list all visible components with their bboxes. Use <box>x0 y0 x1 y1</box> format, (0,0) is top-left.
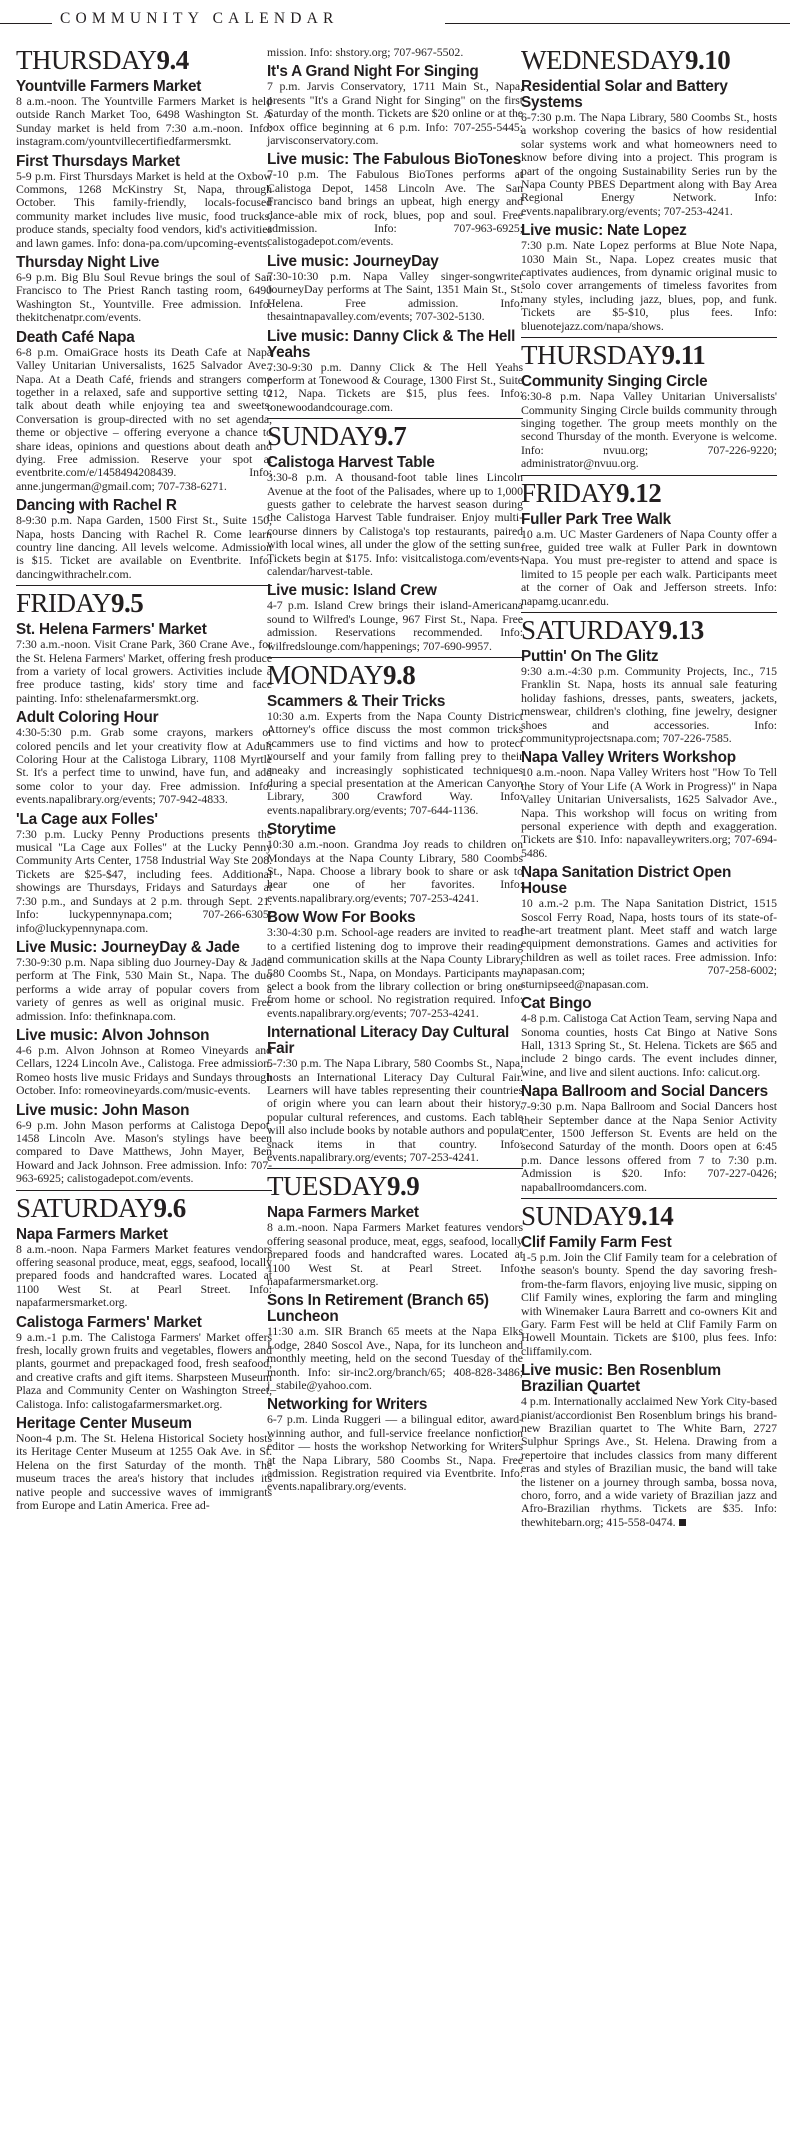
day-date: 9.11 <box>661 340 706 371</box>
event-title: Calistoga Farmers' Market <box>16 1313 202 1331</box>
page-header <box>0 0 790 36</box>
event-description: 9:30 a.m.-4:30 p.m. Community Projects, Inc., 715 Franklin St. Napa, hosts its annual sale featuring holiday fashions, dresses, pants, sweaters, jackets, menswear, children's clothing, fine jewelry, designer shoes and accessories. Info: communityprojectsnapa.com; 707-226-7585. <box>521 663 777 745</box>
event-title: Scammers & Their Tricks <box>267 693 446 710</box>
day-name: SUNDAY <box>521 1200 629 1231</box>
event-description: 4-6 p.m. Alvon Johnson at Romeo Vineyards and Cellars, 1224 Lincoln Ave., Calistoga. Free admission. Romeo hosts live music Fridays and Sundays through October. Info: romeovineyards.com/music-events. <box>16 1042 272 1098</box>
event-item <box>267 152 523 248</box>
day-heading <box>16 589 272 617</box>
event-title: Heritage Center Museum <box>16 1415 192 1433</box>
day-section <box>267 657 523 1164</box>
event-title: Bow Wow For Books <box>267 909 416 927</box>
event-item <box>267 1205 523 1288</box>
event-title: Napa Sanitation District Open House <box>521 864 732 898</box>
event-item <box>267 329 523 415</box>
event-title: Cat Bingo <box>521 995 592 1013</box>
event-title: Live music: Nate Lopez <box>521 222 687 240</box>
page-title: COMMUNITY CALENDAR <box>60 10 339 27</box>
event-item <box>16 1103 272 1186</box>
event-item <box>267 1397 523 1493</box>
event-item <box>521 1084 777 1194</box>
calendar-column-2 <box>267 46 523 1498</box>
event-item <box>267 822 523 905</box>
event-description: 7-9:30 p.m. Napa Ballroom and Social Dancers host their September dance at the Napa Senior Activity Center, 1500 Jefferson St. Events are held on the second Saturday of the month. Doors open at 6:45 p.m. Dance lessons offered from 7 to 7:30 p.m. Admission is $20. Info: 707-227-0426; napaballroomdancers.com. <box>521 1099 777 1194</box>
event-title: Death Café Napa <box>16 328 135 346</box>
event-title: Live music: Alvon Johnson <box>16 1026 210 1044</box>
event-description: 4:30-5:30 p.m. Grab some crayons, markers or colored pencils and let your creativity flow at Adult Coloring Hour at the Calistoga Library, 1108 Myrtle St. It's a perfect time to unwind, have fun, and add some color to your day. Free admission. Info: events.napalibrary.org/events; 707-942-4833. <box>16 725 272 807</box>
header-rule-right <box>445 23 790 24</box>
event-description: 8-9:30 p.m. Napa Garden, 1500 First St., Suite 150, Napa, hosts Dancing with Rachel R. Come learn country line dancing. All levels welcome. Admission is $15. Ticket are available on Eventbrite. Info: dancingwithrachelr.com. <box>16 513 272 581</box>
day-heading <box>521 616 777 644</box>
event-item <box>267 64 523 147</box>
event-description: 10 a.m.-noon. Napa Valley Writers host "How To Tell the Story of Your Life (A Work in Progress)" in Napa Valley Unitarian Universalists, 1625 Salvador Ave., Napa. This workshop will focus on writing from personal experience with depth and exaggeration. Tickets are $10. Info: napavalleywriters.org; 707-694-5486. <box>521 765 777 860</box>
event-description: 6-7 p.m. Linda Ruggeri — a bilingual editor, award-winning author, and full-service freelance nonfiction editor — hosts the workshop Networking for Writers at the Napa Library, 580 Coombs St., Napa. Free admission. Registration required via Eventbrite. Info: events.napalibrary.org/events. <box>267 1412 523 1494</box>
event-description: 8 a.m.-noon. Napa Farmers Market features vendors offering seasonal produce, meat, eggs, seafood, locally prepared foods and handcrafted wares. Located at 1100 West St. at Pearl Street. Info: napafarmersmarket.org. <box>267 1220 523 1288</box>
event-description: 3:30-8 p.m. A thousand-foot table lines Lincoln Avenue at the foot of the Palisades, where up to 1,000 guests gather to celebrate the harvest season during the Calistoga Harvest Table fundraiser. Enjoy multi-course dinners by Calistoga's top restaurants, paired with local wines, all under the glow of the setting sun. Tickets begin at $175. Info: visitcalistoga.com/events-calendar/harvest-table. <box>267 470 523 578</box>
event-title: Napa Farmers Market <box>16 1225 168 1243</box>
event-item <box>521 865 777 991</box>
event-description: 8 a.m.-noon. Napa Farmers Market features vendors offering seasonal produce, meat, eggs, seafood, locally prepared foods and handcrafted wares. Located at 1100 West St. at Pearl Street. Info: napafarmersmarket.org. <box>16 1241 272 1310</box>
day-section <box>521 46 777 333</box>
event-item <box>521 1363 777 1529</box>
day-date: 9.6 <box>153 1192 186 1223</box>
event-item <box>267 254 523 324</box>
day-date: 9.4 <box>156 45 189 75</box>
day-date: 9.10 <box>685 45 731 75</box>
event-item <box>267 910 523 1020</box>
day-heading <box>521 479 777 507</box>
event-item <box>16 255 272 325</box>
calendar-column-3 <box>521 46 777 1533</box>
event-title: Adult Coloring Hour <box>16 709 159 727</box>
event-description: Noon-4 p.m. The St. Helena Historical Society hosts its Heritage Center Museum at 1255 Oak Ave. in St. Helena on the first Saturday of the month. The museum traces the area's history that includes its native people and successive waves of immigrants from Europe and Latin America. Free ad- <box>16 1431 272 1513</box>
event-description: 9 a.m.-1 p.m. The Calistoga Farmers' Market offers fresh, locally grown fruits and vegetables, flowers and plants, gourmet and prepackaged food, fresh seafood, and creative crafts and gift items. Sharpsteen Museum Plaza and Community Center on Washington Street, Calistoga. Info: calistogafarmersmarket.org. <box>16 1329 272 1411</box>
event-title: Napa Ballroom and Social Dancers <box>521 1083 768 1101</box>
event-item <box>16 154 272 250</box>
event-description: 6-7:30 p.m. The Napa Library, 580 Coombs St., hosts a workshop covering the basics of how residential solar systems work and what homeowners need to know before diving into a project. This program is part of the ongoing Sustainability Series run by the Napa County PBES Department along with Bay Area Regional Energy Network. Info: events.napalibrary.org/events; 707-253-4241. <box>521 110 777 218</box>
day-section <box>16 585 272 1185</box>
event-title: Live music: The Fabulous BioTones <box>267 151 522 169</box>
day-date: 9.5 <box>111 588 144 619</box>
day-section <box>267 64 523 414</box>
day-name: FRIDAY <box>16 588 112 619</box>
event-item <box>16 1416 272 1512</box>
day-heading <box>521 46 777 74</box>
event-title: Residential Solar and Battery Systems <box>521 78 728 111</box>
event-title: Napa Farmers Market <box>267 1204 419 1222</box>
day-date: 9.12 <box>616 477 662 508</box>
event-item <box>521 750 777 860</box>
event-item <box>267 1025 523 1164</box>
event-description: 4-8 p.m. Calistoga Cat Action Team, serving Napa and Sonoma counties, hosts Cat Bingo at Native Sons Hall, 1313 Spring St., St. Helena. Tickets are $65 and include 2 bingo cards. The event includes dinner, wine, and live and silent auctions. Info: calicut.org. <box>521 1011 777 1079</box>
event-item <box>521 996 777 1079</box>
day-section <box>521 612 777 1194</box>
event-item <box>16 812 272 935</box>
day-heading <box>267 422 523 450</box>
day-date: 9.14 <box>628 1200 674 1231</box>
event-description: 7 p.m. Jarvis Conservatory, 1711 Main St., Napa, presents "It's a Grand Night for Singing" on the first Saturday of the month. Tickets are $20 online or at the box office beginning at 6 p.m. Info: 707-255-5445; jarvisconservatory.com. <box>267 79 523 148</box>
event-description: 10 a.m.-2 p.m. The Napa Sanitation District, 1515 Soscol Ferry Road, Napa, hosts tours of its state-of-the-art treatment plant. Meet staff and watch large equipment demonstrations. Games and activities for children as well as toilet races. Free admission. Info: napasan.com; 707-258-6002; sturnipseed@napasan.com. <box>521 896 777 991</box>
event-item <box>16 498 272 581</box>
event-item <box>16 940 272 1023</box>
event-title: Napa Valley Writers Workshop <box>521 749 736 767</box>
event-title: Live music: JourneyDay <box>267 252 439 270</box>
event-title: First Thursdays Market <box>16 152 180 170</box>
day-section <box>267 418 523 653</box>
day-heading <box>16 46 272 74</box>
day-heading <box>521 1202 777 1230</box>
event-item <box>521 374 777 470</box>
event-title: Yountville Farmers Market <box>16 78 202 95</box>
event-description: 7:30-9:30 p.m. Danny Click & The Hell Yeahs perform at Tonewood & Courage, 1300 First St., Suite 212, Napa. Tickets are $15, plus fees. Info: tonewoodandcourage.com. <box>267 359 523 414</box>
event-description: 6-9 p.m. John Mason performs at Calistoga Depot, 1458 Lincoln Ave. Mason's stylings have been compared to Dave Matthews, John Mayer, Ben Howard and Jack Johnson. Free admission. Info: 707-963-6925; calistogadepot.com/events. <box>16 1117 272 1186</box>
event-description: 4 p.m. Internationally acclaimed New York City-based pianist/accordionist Ben Rosenblum brings his brand-new Brazilian quartet to The White Barn, 2727 Sulphur Springs Ave., St. Helena. Drawing from a repertoire that includes classics from many different eras and styles of Brazilian music, the band will take the listener on a journey through samba, bossa nova, choro, forro, and a wide variety of Brazilian jazz and Afro-Brazilian rhythms. Tickets are $35. Info: thewhitebarn.org; 415-558-0474. <box>521 1394 777 1529</box>
event-title: Live Music: JourneyDay & Jade <box>16 938 240 956</box>
event-title: Live music: Ben Rosenblum Brazilian Quartet <box>521 1362 721 1396</box>
event-description: 11:30 a.m. SIR Branch 65 meets at the Napa Elks Lodge, 2840 Soscol Ave., Napa, for its luncheon and monthly meeting, held on the second Tuesday of the month. Info: sir-inc2.org/branch/65; 408-828-3486; j_stabile@yahoo.com. <box>267 1324 523 1393</box>
day-section <box>521 337 777 470</box>
event-description: 4-7 p.m. Island Crew brings their island-Americana sound to Wilfred's Lounge, 967 First St., Napa. Free admission. Reservations recommended. Info: wilfredslounge.com/happenings; 707-690-9957. <box>267 598 523 653</box>
event-description: 6:30-8 p.m. Napa Valley Unitarian Universalists' Community Singing Circle builds community through singing together. The group meets monthly on the second Thursday of the month. Everyone is welcome. Info: nvuu.org; 707-226-9220; administrator@nvuu.org. <box>521 389 777 471</box>
day-heading <box>267 1172 523 1200</box>
day-date: 9.13 <box>658 614 704 645</box>
event-title: Live music: John Mason <box>16 1101 190 1119</box>
day-date: 9.8 <box>383 660 416 690</box>
continued-text: mission. Info: shstory.org; 707-967-5502. <box>267 45 464 59</box>
event-item <box>16 622 272 705</box>
event-description: 10:30 a.m.-noon. Grandma Joy reads to children on Mondays at the Napa County Library, 580 Coombs St., Napa. Choose a library book to share or ask to hear one of her favorites. Info: events.napalibrary.org/events; 707-253-4241. <box>267 837 523 905</box>
event-item <box>16 710 272 806</box>
event-description: 6-9 p.m. Big Blu Soul Revue brings the soul of San Francisco to The Priest Ranch tasting room, 6490 Washington St., Yountville. Free admission. Info: thekitchenatpr.com/events. <box>16 270 272 325</box>
event-title: Storytime <box>267 821 336 839</box>
event-title: 'La Cage aux Folles' <box>16 810 158 828</box>
end-mark <box>679 1519 686 1526</box>
event-title: It's A Grand Night For Singing <box>267 63 479 81</box>
event-item <box>267 583 523 653</box>
event-description: 7:30-9:30 p.m. Napa sibling duo Journey-Day & Jade perform at The Fink, 530 Main St., Napa. The duo performs a wide array of popular covers from a variety of genres as well as original music. Free admission. Info: thefinknapa.com. <box>16 954 272 1023</box>
event-item <box>521 223 777 333</box>
day-name: THURSDAY <box>521 340 662 371</box>
event-description: 3:30-4:30 p.m. School-age readers are invited to read to a certified listening dog to improve their reading and communication skills at the Napa County Library, 580 Coombs St., Napa, on Mondays. Participants may select a book from the library collection or bring one from home or school. No registration required. Info: events.napalibrary.org/events; 707-253-4241. <box>267 925 523 1020</box>
event-item <box>267 694 523 817</box>
event-title: Thursday Night Live <box>16 254 160 272</box>
event-item <box>521 1235 777 1358</box>
event-title: Calistoga Harvest Table <box>267 454 435 472</box>
day-name: FRIDAY <box>521 477 617 508</box>
event-item <box>521 79 777 218</box>
event-description: 7:30 p.m. Lucky Penny Productions presents the musical "La Cage aux Folles" at the Lucky Penny Community Arts Center, 1758 Industrial Way Ste 208. Tickets are $25-$47, including fees. Additional showings are Thursdays, Fridays and Saturdays at 7:30 p.m., and Sundays at 2 p.m. through Sept. 21. Info: luckypennynapa.com; 707-266-6305; info@luckypennynapa.com. <box>16 826 272 935</box>
event-item <box>16 1315 272 1411</box>
event-title: Live music: Island Crew <box>267 582 437 600</box>
day-section <box>267 1168 523 1494</box>
event-description: 10 a.m. UC Master Gardeners of Napa County offer a free, guided tree walk at Fuller Park in downtown Napa. You must pre-register to attend and space is limited to 15 people per each walk. Participants meet at the corner of Oak and Jefferson streets. Info: napamg.ucanr.edu. <box>521 526 777 608</box>
event-title: Puttin' On The Glitz <box>521 647 659 665</box>
event-title: Networking for Writers <box>267 1396 428 1414</box>
day-section <box>16 46 272 581</box>
event-title: Sons In Retirement (Branch 65) Luncheon <box>267 1292 489 1326</box>
day-section <box>521 475 777 608</box>
day-section <box>521 1198 777 1529</box>
day-heading <box>521 341 777 369</box>
event-description: 5-7:30 p.m. The Napa Library, 580 Coombs St., Napa, hosts an International Literacy Day Cultural Fair. Learners will have tables representing their countries of origin where you can learn about their history, popular cultural references, and customs. Each table will also include books by notable authors and popular snack items in that country. Info: events.napalibrary.org/events; 707-253-4241. <box>267 1056 523 1164</box>
event-item <box>521 512 777 608</box>
header-rule-left <box>0 23 52 24</box>
day-date: 9.7 <box>374 421 407 452</box>
event-title: St. Helena Farmers' Market <box>16 621 207 639</box>
day-name: WEDNESDAY <box>521 45 685 75</box>
event-item <box>267 1293 523 1392</box>
day-heading <box>16 1194 272 1222</box>
event-title: International Literacy Day Cultural Fair <box>267 1024 510 1058</box>
event-item <box>16 330 272 493</box>
event-title: Live music: Danny Click & The Hell Yeahs <box>267 327 516 361</box>
event-item <box>16 1028 272 1098</box>
event-description: 6-8 p.m. OmaiGrace hosts its Death Cafe at Napa Valley Unitarian Universalists, 1625 Salvador Ave., Napa. At a Death Café, friends and strangers come together in a relaxed, safe and supportive setting to talk about death while enjoying tea and sweets. Conversation is group-directed with no set agenda, theme or objective – offering everyone a chance to share ideas, opinions and questions about death and dying. Free admission. Reserve your spot at eventbrite.com/e/1458494208439. Info: anne.jungerman@gmail.com; 707-738-6271. <box>16 344 272 493</box>
day-date: 9.9 <box>387 1171 420 1202</box>
event-description: 7:30 p.m. Nate Lopez performs at Blue Note Napa, 1030 Main St., Napa. Lopez creates music that captivates audiences, from dynamic original music to solo cover arrangements of timeless favorites from many styles, including jazz, blues, pop, and funk. Tickets are $5-$10, plus fees. Info: bluenotejazz.com/napa/shows. <box>521 238 777 333</box>
day-name: SUNDAY <box>267 421 375 452</box>
event-description: 1-5 p.m. Join the Clif Family team for a celebration of the season's bounty. Spend the day savoring fresh-from-the-farm flavors, enjoying live music, sipping on Clif Family wines, exploring the farm and mingling with Winemaker Laura Barrett and co-owners Kit and Gary. Farm Fest will be held at Clif Family Farm on Howell Mountain. Tickets are $100, plus fees. Info: cliffamily.com. <box>521 1249 777 1358</box>
event-description: 7:30 a.m.-noon. Visit Crane Park, 360 Crane Ave., for the St. Helena Farmers' Market, offering fresh produce from a variety of local growers. Activities include a free produce tasting, kids' story time and face painting. Info: sthelenafarmersmkt.org. <box>16 637 272 705</box>
event-title: Clif Family Farm Fest <box>521 1233 672 1251</box>
event-description: 7-10 p.m. The Fabulous BioTones performs at Calistoga Depot, 1458 Lincoln Ave. The San Francisco band brings an upbeat, high energy and dance-able mix of rock, blues, pop and soul. Free admission. Info: 707-963-6925; calistogadepot.com/events. <box>267 167 523 249</box>
day-name: SATURDAY <box>521 614 659 645</box>
day-name: SATURDAY <box>16 1192 154 1223</box>
day-name: TUESDAY <box>267 1171 388 1202</box>
event-title: Fuller Park Tree Walk <box>521 510 671 528</box>
event-description: 8 a.m.-noon. The Yountville Farmers Market is held outside Ranch Market Too, 6498 Washington St. A Sunday market is held from 7:30 a.m.-noon. Info: instagram.com/yountvillecertifiedfarmersmkt. <box>16 94 272 149</box>
day-section <box>16 1190 272 1513</box>
calendar-column-1 <box>16 46 272 1517</box>
event-description: 10:30 a.m. Experts from the Napa County District Attorney's office discuss the most common tricks scammers use to find victims and how to protect yourself and your family from falling prey to their sneaky and increasingly sophisticated techniques during a special presentation at the American Canyon Library, 300 Crawford Way. Info: events.napalibrary.org/events; 707-644-1136. <box>267 709 523 817</box>
event-description: 7:30-10:30 p.m. Napa Valley singer-songwriter JourneyDay performs at The Saint, 1351 Main St., St. Helena. Free admission. Info: thesaintnapavalley.com/events; 707-302-5130. <box>267 268 523 324</box>
event-item <box>267 455 523 578</box>
event-item <box>521 649 777 745</box>
day-heading <box>267 661 523 689</box>
event-title: Community Singing Circle <box>521 373 708 391</box>
day-name: THURSDAY <box>16 45 157 75</box>
day-name: MONDAY <box>267 660 384 690</box>
event-item <box>16 1227 272 1310</box>
event-title: Dancing with Rachel R <box>16 497 177 515</box>
event-description: 5-9 p.m. First Thursdays Market is held at the Oxbow Commons, 1268 McKinstry St, Napa, through October. This family-friendly, locals-focused community market includes live music, food trucks, produce stands, specialty food vendors, kid's activities and lawn games. Info: dona-pa.com/upcoming-events. <box>16 168 272 250</box>
event-item <box>16 79 272 149</box>
